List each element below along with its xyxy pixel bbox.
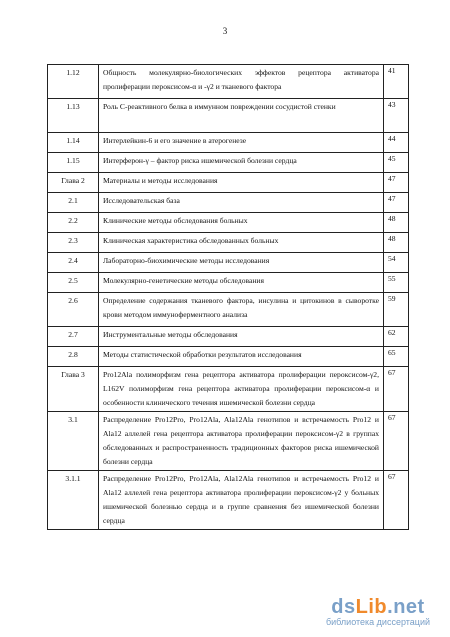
table-of-contents [47, 64, 409, 530]
section-number: 2.7 [48, 327, 99, 347]
section-title: Общность молекулярно-биологических эффектов рецептора активатора пролиферации пероксисом-α и -γ2 и тканевого фактора [99, 65, 384, 99]
toc-row [48, 173, 409, 193]
section-title: Методы статистической обработки результатов исследования [99, 347, 384, 367]
section-page: 47 [384, 173, 409, 193]
section-number: 1.13 [48, 99, 99, 133]
toc-row [48, 65, 409, 99]
section-number: 1.15 [48, 153, 99, 173]
section-number: 1.14 [48, 133, 99, 153]
dslib-logo: dsLib.net [331, 596, 425, 618]
dslib-watermark [318, 596, 438, 627]
section-page: 59 [384, 293, 409, 327]
section-number: 2.5 [48, 273, 99, 293]
section-title: Распределение Pro12Pro, Pro12Ala, Ala12Ala генотипов и встречаемость Pro12 и Ala12 аллелей гена рецептора активатора пролиферации пероксисом-γ2 у больных ишемической болезнью сердца и в группе сравнения без ишемической болезни сердца [99, 471, 384, 530]
toc-row [48, 153, 409, 173]
section-number: Глава 2 [48, 173, 99, 193]
toc-row [48, 471, 409, 530]
toc-row [48, 347, 409, 367]
section-page: 48 [384, 213, 409, 233]
section-title: Клинические методы обследования больных [99, 213, 384, 233]
section-page: 62 [384, 327, 409, 347]
section-page: 45 [384, 153, 409, 173]
section-number: 2.1 [48, 193, 99, 213]
section-page: 65 [384, 347, 409, 367]
section-title: Определение содержания тканевого фактора, инсулина и цитокинов в сыворотке крови методом иммуноферментного анализа [99, 293, 384, 327]
section-title: Исследовательская база [99, 193, 384, 213]
watermark-subtitle: библиотека диссертаций [325, 617, 430, 627]
toc-row [48, 133, 409, 153]
section-number: 3.1.1 [48, 471, 99, 530]
section-title: Лабораторно-биохимические методы исследования [99, 253, 384, 273]
section-page: 47 [384, 193, 409, 213]
section-number: 2.6 [48, 293, 99, 327]
toc-row [48, 327, 409, 347]
section-title: Интерферон-γ – фактор риска ишемической болезни сердца [99, 153, 384, 173]
toc-row [48, 293, 409, 327]
section-number: 2.4 [48, 253, 99, 273]
section-title: Инструментальные методы обследования [99, 327, 384, 347]
section-page: 67 [384, 367, 409, 412]
section-number: 1.12 [48, 65, 99, 99]
section-title: Клиническая характеристика обследованных больных [99, 233, 384, 253]
page-number: 3 [222, 26, 228, 36]
section-page: 54 [384, 253, 409, 273]
section-title: Молекулярно-генетические методы обследования [99, 273, 384, 293]
section-page: 43 [384, 99, 409, 133]
toc-row [48, 233, 409, 253]
toc-row [48, 253, 409, 273]
section-page: 41 [384, 65, 409, 99]
toc-row [48, 99, 409, 133]
section-number: 2.3 [48, 233, 99, 253]
toc-row [48, 367, 409, 412]
toc-row [48, 213, 409, 233]
toc-row [48, 193, 409, 213]
section-title: Интерлейкин-6 и его значение в атерогенезе [99, 133, 384, 153]
section-title: Распределение Pro12Pro, Pro12Ala, Ala12Ala генотипов и встречаемость Pro12 и Ala12 аллелей гена рецептора активатора пролиферации пероксисом-γ2 в группах обследованных и распространенность традиционных факторов риска ишемической болезни сердца [99, 412, 384, 471]
section-number: 2.2 [48, 213, 99, 233]
section-page: 67 [384, 471, 409, 530]
section-page: 67 [384, 412, 409, 471]
toc-row [48, 273, 409, 293]
section-title: Материалы и методы исследования [99, 173, 384, 193]
toc-row [48, 412, 409, 471]
section-number: 3.1 [48, 412, 99, 471]
section-title: Pro12Ala полиморфизм гена рецептора активатора пролиферации пероксисом-γ2, L162V полиморфизм гена рецептора активатора пролиферации пероксисом-α и особенности клинического течения ишемической болезни сердца [99, 367, 384, 412]
section-page: 55 [384, 273, 409, 293]
section-number: 2.8 [48, 347, 99, 367]
section-title: Роль С-реактивного белка в иммунном повреждении сосудистой стенки [99, 99, 384, 133]
section-page: 48 [384, 233, 409, 253]
section-page: 44 [384, 133, 409, 153]
section-number: Глава 3 [48, 367, 99, 412]
